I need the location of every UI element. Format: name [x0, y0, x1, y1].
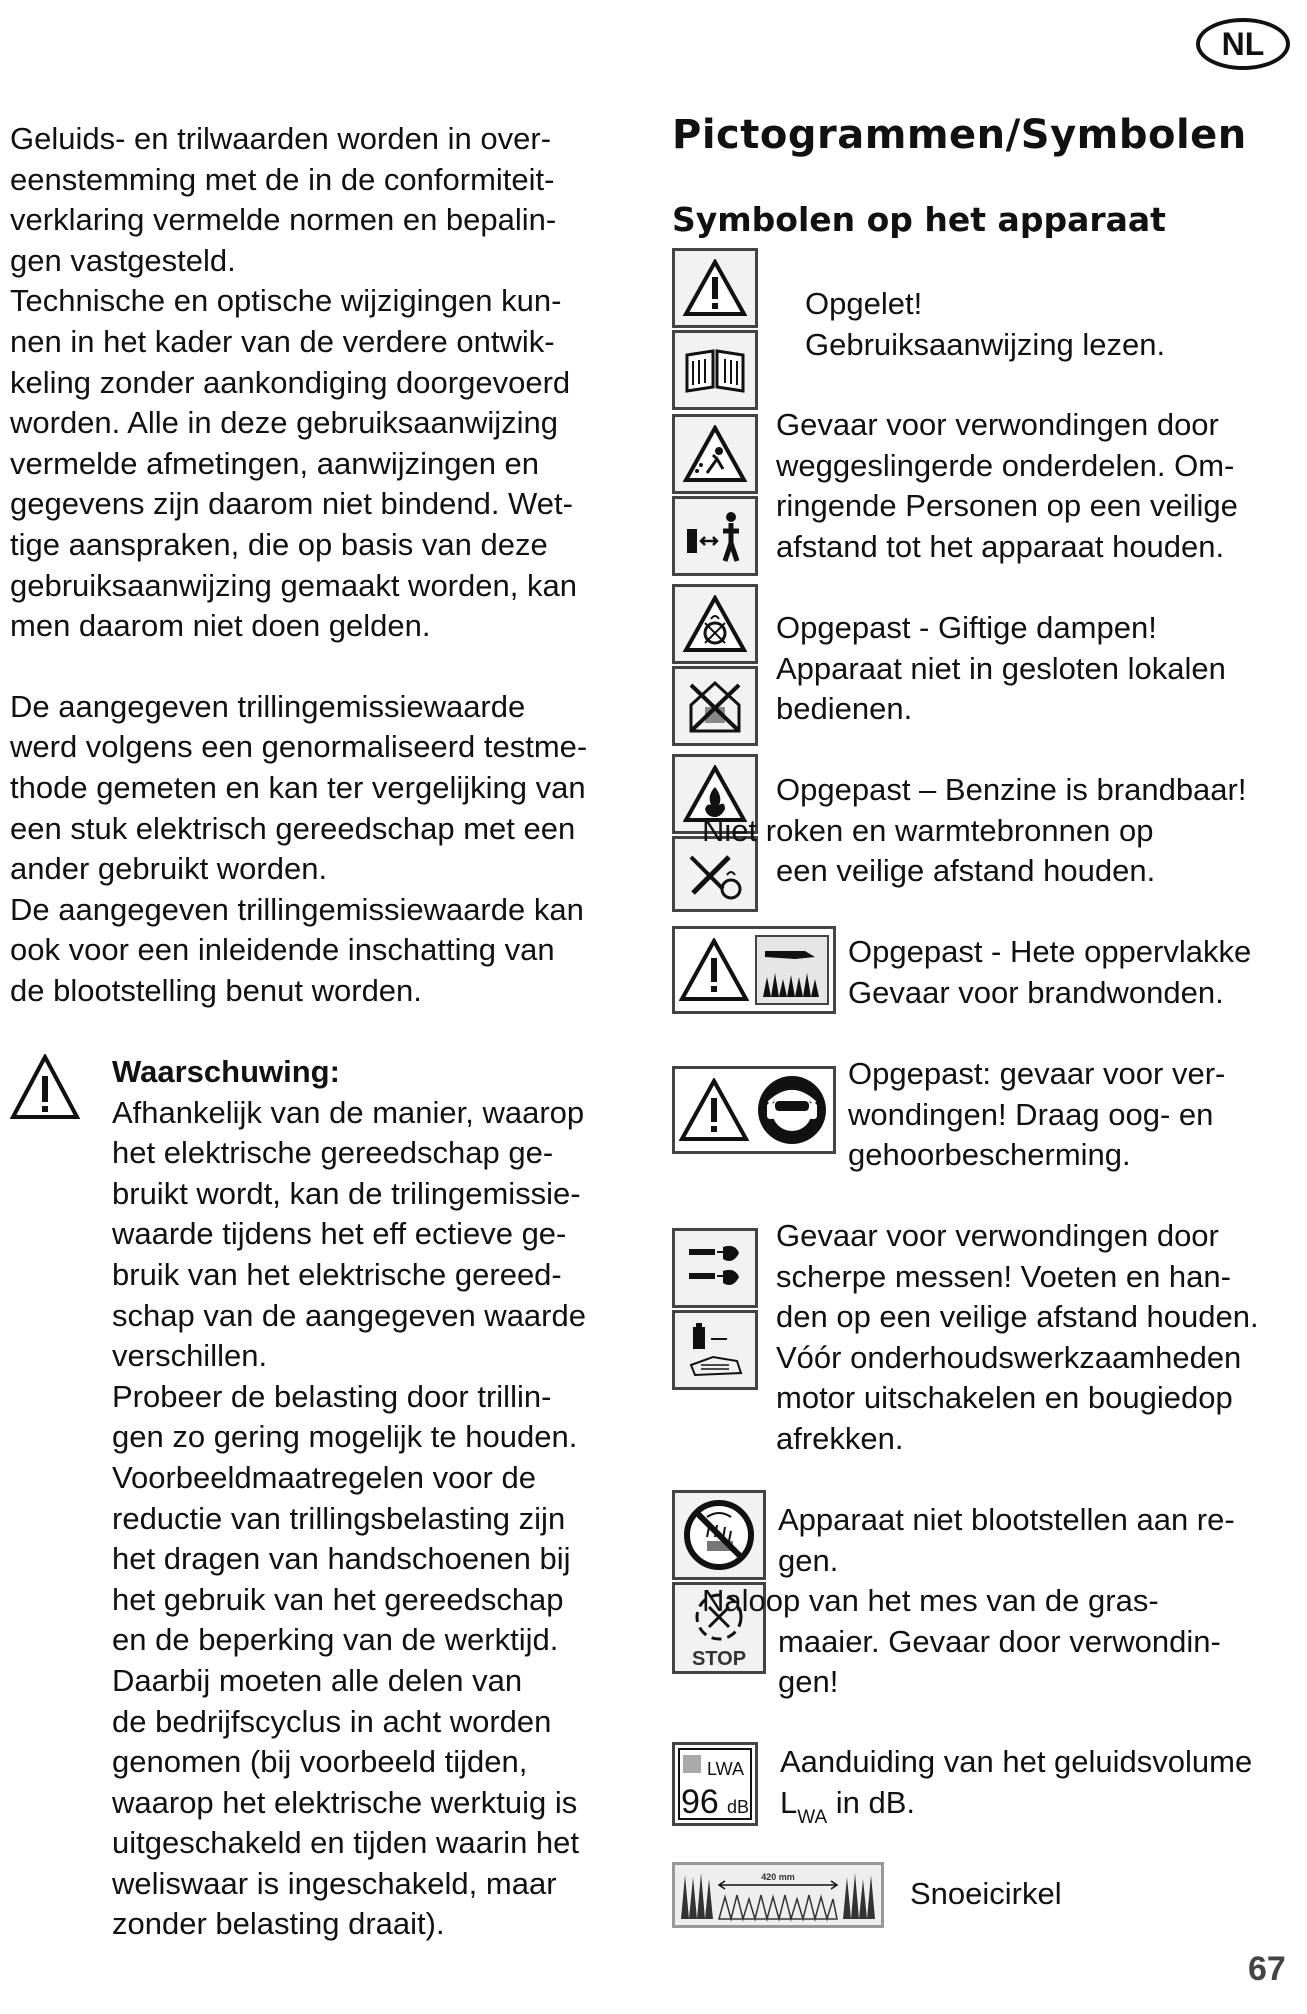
- warning-line: bruikt wordt, kan de trilingemissie-: [112, 1175, 581, 1211]
- page-number: 67: [1248, 1950, 1286, 1988]
- warning-title: Waarschuwing:: [112, 1054, 340, 1089]
- warning-line: het gebruik van het gereedschap: [112, 1581, 564, 1617]
- warning-line: en de beperking van de werktijd.: [112, 1622, 559, 1658]
- symbol-text-line: wondingen! Draag oog- en: [848, 1096, 1214, 1132]
- text-line: Geluids- en trilwaarden worden in over-: [10, 121, 552, 156]
- safe-distance-icon: [672, 496, 758, 576]
- symbol-text-line: Niet roken en warmtebronnen op: [702, 812, 1154, 848]
- symbol-text-line: Apparaat niet in gesloten lokalen: [776, 650, 1226, 686]
- warning-line: genomen (bij voorbeeld tijden,: [112, 1744, 528, 1780]
- warning-line: waarop het elektrische werktuig is: [112, 1784, 578, 1820]
- lwa-prefix: L: [780, 1784, 798, 1820]
- text-line: gegevens zijn daarom niet bindend. Wet-: [10, 486, 573, 522]
- thrown-objects-icon: [672, 414, 758, 494]
- paragraph-vibration: [10, 687, 630, 1012]
- warning-line: gen zo gering mogelijk te houden.: [112, 1419, 578, 1455]
- symbol-text-line: Aanduiding van het geluidsvolume: [780, 1744, 1253, 1779]
- sound-lwa-label: LWA: [707, 1759, 745, 1779]
- text-line: Technische en optische wijzigingen kun-: [10, 283, 562, 319]
- symbol-description: [776, 405, 1238, 567]
- no-rain-icon: [672, 1490, 766, 1580]
- symbol-text-line: motor uitschakelen en bougiedop: [776, 1380, 1233, 1416]
- sound-unit: dB: [727, 1797, 750, 1817]
- symbol-text-line: Opgepast - Giftige dampen!: [776, 610, 1157, 645]
- warning-line: Probeer de belasting door trillin-: [112, 1378, 552, 1414]
- symbol-text-line: Vóór onderhoudswerkzaamheden: [776, 1339, 1242, 1375]
- warning-line: bruik van het elektrische gereed-: [112, 1256, 562, 1292]
- warning-line: zonder belasting draait).: [112, 1906, 445, 1942]
- symbol-description: [848, 1054, 1225, 1176]
- text-line: vermelde afmetingen, aanwijzingen en: [10, 445, 540, 481]
- text-line: ook voor een inleidende inschatting van: [10, 932, 555, 968]
- symbol-text-line: Opgepast - Hete oppervlakke: [848, 934, 1252, 969]
- warning-line: het elektrische gereedschap ge-: [112, 1135, 554, 1171]
- text-line: tige aanspraken, die op basis van deze: [10, 526, 548, 562]
- text-line: De aangegeven trillingemissiewaarde: [10, 688, 526, 724]
- symbol-text-line: Naloop van het mes van de gras-: [702, 1583, 1159, 1619]
- symbol-text-line: Gevaar voor brandwonden.: [848, 974, 1224, 1010]
- text-line: een stuk elektrisch gereedschap met een: [10, 810, 576, 846]
- left-column: [10, 119, 630, 1011]
- symbol-description: [780, 1742, 1252, 1838]
- symbol-description: [805, 284, 1165, 365]
- symbol-description: [776, 1216, 1259, 1460]
- hot-surface-icon-group: [672, 926, 836, 1014]
- warning-line: de bedrijfscyclus in acht worden: [112, 1703, 552, 1739]
- manual-book-icon: [672, 330, 758, 410]
- text-line: worden. Alle in deze gebruiksaanwijzing: [10, 405, 558, 441]
- symbol-text-line: Gevaar voor verwondingen door: [776, 1218, 1219, 1253]
- text-line: men daarom niet doen gelden.: [10, 608, 431, 644]
- symbol-text-line: gehoorbescherming.: [848, 1137, 1131, 1173]
- text-line: werd volgens een genormaliseerd testme-: [10, 729, 588, 765]
- symbol-text-line: afstand tot het apparaat houden.: [776, 528, 1225, 564]
- lwa-subscript: WA: [797, 1806, 828, 1828]
- symbol-text-line: afrekken.: [776, 1420, 904, 1456]
- text-line: verklaring vermelde normen en bepalin-: [10, 202, 557, 238]
- lwa-suffix: in dB.: [827, 1784, 916, 1820]
- symbol-text-line: Opgepast: gevaar voor ver-: [848, 1056, 1226, 1091]
- symbol-text-line: een veilige afstand houden.: [776, 853, 1156, 889]
- text-line: thode gemeten en kan ter vergelijking van: [10, 769, 586, 805]
- symbol-text-line: gen.: [778, 1542, 839, 1578]
- symbol-description: [702, 770, 1247, 892]
- warning-line: weliswaar is ingeschakeld, maar: [112, 1865, 557, 1901]
- page-title: Pictogrammen/Symbolen: [672, 112, 1247, 158]
- toxic-fumes-icon: [672, 584, 758, 664]
- no-indoor-icon: [672, 666, 758, 746]
- text-line: de blootstelling benut worden.: [10, 972, 422, 1008]
- symbol-text-line: Gebruiksaanwijzing lezen.: [805, 326, 1166, 362]
- symbol-text-line: Snoeicirkel: [910, 1876, 1062, 1911]
- symbol-text-line: bedienen.: [776, 691, 913, 727]
- warning-line: het dragen van handschoenen bij: [112, 1541, 571, 1577]
- warning-line: verschillen.: [112, 1338, 268, 1374]
- language-badge: NL: [1196, 18, 1290, 70]
- text-line: gen vastgesteld.: [10, 242, 236, 278]
- warning-line: reductie van trillingsbelasting zijn: [112, 1500, 566, 1536]
- symbol-description: [848, 932, 1251, 1013]
- text-line: De aangegeven trillingemissiewaarde kan: [10, 891, 584, 927]
- warning-triangle-icon: [679, 938, 749, 1002]
- eye-ear-protection-icon-group: [672, 1066, 836, 1154]
- eye-ear-protection-icon: [755, 1073, 829, 1147]
- warning-triangle-icon: [10, 1054, 80, 1120]
- text-line: keling zonder aankondiging doorgevoerd: [10, 364, 571, 400]
- symbol-text-line: maaier. Gevaar door verwondin-: [778, 1623, 1221, 1659]
- warning-line: Voorbeeldmaatregelen voor de: [112, 1459, 536, 1495]
- cutting-width-label: 420 mm: [761, 1872, 795, 1882]
- text-line: ander gebruikt worden.: [10, 851, 328, 887]
- text-line: gebruiksaanwijzing gemaakt worden, kan: [10, 567, 577, 603]
- symbol-description: [776, 608, 1226, 730]
- warning-triangle-icon: [672, 248, 758, 328]
- symbol-text-line: Opgepast – Benzine is brandbaar!: [776, 772, 1247, 807]
- warning-line: uitgeschakeld en tijden waarin het: [112, 1825, 580, 1861]
- sharp-blades-icon: [672, 1228, 758, 1308]
- warning-triangle-icon: [679, 1078, 749, 1142]
- warning-line: schap van de aangegeven waarde: [112, 1297, 586, 1333]
- symbol-text-line: Opgelet!: [805, 286, 923, 321]
- disconnect-spark-plug-icon: [672, 1310, 758, 1390]
- sound-value: 96: [681, 1783, 719, 1821]
- symbol-text-line: weggeslingerde onderdelen. Om-: [776, 447, 1235, 483]
- symbol-text-line: gen!: [778, 1664, 839, 1700]
- warning-line: Daarbij moeten alle delen van: [112, 1662, 523, 1698]
- sound-level-unit-line: [780, 1783, 1252, 1839]
- warning-line: Afhankelijk van de manier, waarop: [112, 1094, 585, 1130]
- symbol-text-line: ringende Personen op een veilige: [776, 488, 1238, 524]
- symbol-text-line: Gevaar voor verwondingen door: [776, 407, 1219, 442]
- cutting-width-icon: [672, 1862, 884, 1928]
- hot-surface-icon: [755, 935, 829, 1005]
- text-line: nen in het kader van de verdere ontwik-: [10, 323, 555, 359]
- symbol-description: [910, 1874, 1062, 1915]
- text-line: eenstemming met de in de conformiteit-: [10, 161, 555, 197]
- warning-line: waarde tijdens het eff ectieve ge-: [112, 1216, 567, 1252]
- section-title: Symbolen op het apparaat: [672, 200, 1166, 239]
- paragraph-conformity: [10, 119, 630, 647]
- symbol-text-line: scherpe messen! Voeten en han-: [776, 1258, 1231, 1294]
- symbol-text-line: den op een veilige afstand houden.: [776, 1299, 1259, 1335]
- symbol-text-line: Apparaat niet blootstellen aan re-: [778, 1502, 1235, 1537]
- warning-block: [10, 1052, 640, 1945]
- sound-level-icon: [672, 1742, 758, 1826]
- blade-stop-label: STOP: [691, 1648, 747, 1670]
